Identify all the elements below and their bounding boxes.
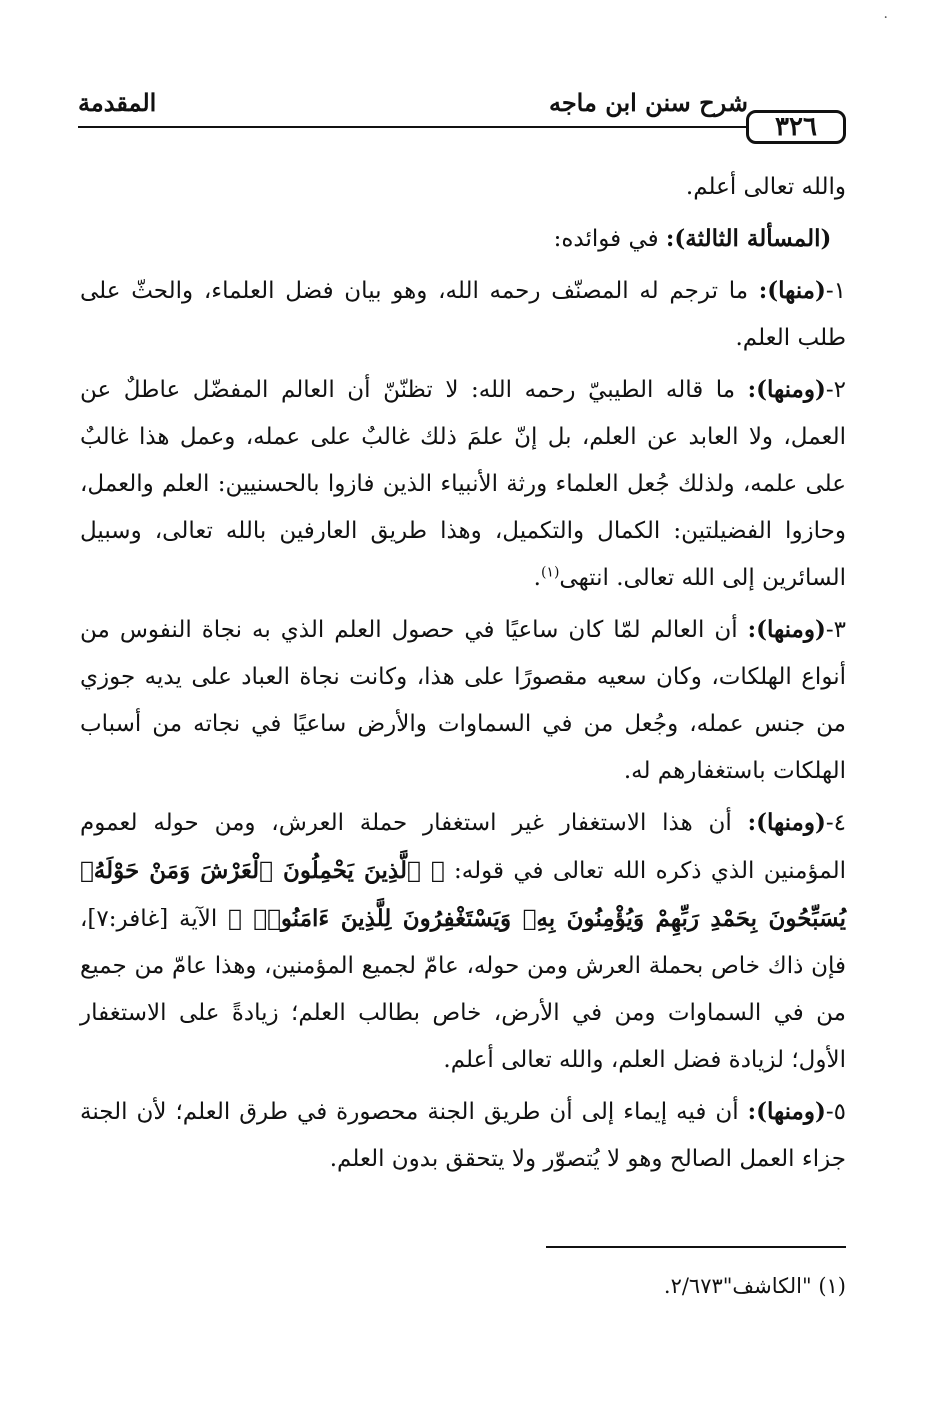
quran-verse: ﴿ ٱلَّذِينَ يَحْمِلُونَ ٱلْعَرْشَ وَمَنْ حَوْلَهُۥ يُسَبِّحُونَ بِحَمْدِ رَبِّهِمْ وَيُؤْمِنُونَ بِهِۦ وَيَسْتَغْفِرُونَ لِلَّذِينَ ءَامَنُوا۟ ﴾ bbox=[80, 857, 846, 932]
item-number: ١- bbox=[825, 278, 846, 304]
footnote-separator bbox=[546, 1246, 846, 1248]
issue-label: (المسألة الثالثة): bbox=[665, 225, 832, 252]
item-end: . bbox=[533, 565, 541, 591]
item-text: الآية [غافر:٧]، فإن ذاك خاص بحملة العرش ومن حوله، عامّ لجميع المؤمنين، وهذا عامّ من جميع من في السماوات ومن في الأرض، خاص بطالب العلم؛ زيادةً على الاستغفار الأول؛ لزيادة فضل العلم، والله تعالى أعلم. bbox=[80, 906, 846, 1073]
item-label: (ومنها): bbox=[747, 616, 826, 643]
item-label: (ومنها): bbox=[747, 1098, 826, 1125]
paragraph-7 bbox=[80, 1088, 846, 1183]
item-text: ما ترجم له المصنّف رحمه الله، وهو بيان فضل العلماء، والحثّ على طلب العلم. bbox=[80, 278, 846, 351]
paragraph-3 bbox=[80, 267, 846, 362]
book-title: شرح سنن ابن ماجه bbox=[548, 88, 748, 117]
footnote-reference[interactable]: (١) bbox=[540, 564, 560, 581]
corner-mark: · bbox=[883, 10, 888, 26]
item-label: (ومنها): bbox=[747, 376, 826, 403]
item-text: أن العالم لمّا كان ساعيًا في حصول العلم الذي به نجاة النفوس من أنواع الهلكات، وكان سعيه مقصورًا على هذا، وكانت نجاة العباد على يديه جوزي من جنس عمله، وجُعل من في السماوات والأرض ساعيًا في نجاته من أسباب الهلكات باستغفارهم له. bbox=[80, 617, 846, 784]
item-text: ما قاله الطيبيّ رحمه الله: لا تظنّنّ أن العالم المفضّل عاطلٌ عن العمل، ولا العابد عن العلم، بل إنّ علمَ ذلك غالبٌ على عمله، وعمل هذا غالبٌ على علمه، ولذلك جُعل العلماء ورثة الأنبياء الذين فازوا بالحسنيين: العلم والعمل، وحازوا الفضيلتين: الكمال والتكميل، وهذا طريق العارفين بالله تعالى، وسبيل السائرين إلى الله تعالى. انتهى bbox=[80, 377, 846, 591]
section-title: المقدمة bbox=[78, 88, 157, 117]
item-label: (منها): bbox=[758, 277, 826, 304]
paragraph-4 bbox=[80, 366, 846, 602]
footnote: (١) "الكاشف"٢/٦٧٣. bbox=[663, 1274, 846, 1298]
paragraph-2 bbox=[80, 215, 846, 263]
item-text: أن فيه إيماء إلى أن طريق الجنة محصورة في طرق العلم؛ لأن الجنة جزاء العمل الصالح وهو لا يُتصوّر ولا يتحقق بدون العلم. bbox=[80, 1099, 846, 1172]
paragraph-1: والله تعالى أعلم. bbox=[685, 174, 846, 200]
item-number: ٤- bbox=[825, 810, 846, 836]
issue-text: في فوائده: bbox=[553, 226, 666, 252]
header-rule bbox=[78, 126, 746, 128]
item-text: أن هذا الاستغفار غير استغفار حملة العرش، ومن حوله لعموم المؤمنين الذي ذكره الله تعالى في قوله: bbox=[80, 810, 846, 884]
paragraph-6 bbox=[80, 799, 846, 1084]
page-body bbox=[80, 164, 846, 1187]
paragraph-5 bbox=[80, 606, 846, 795]
item-number: ٥- bbox=[825, 1099, 846, 1125]
item-number: ٢- bbox=[825, 377, 846, 403]
item-number: ٣- bbox=[825, 617, 846, 643]
page-header bbox=[78, 88, 846, 148]
page-number: ٣٢٦ bbox=[746, 110, 846, 144]
item-label: (ومنها): bbox=[747, 809, 826, 836]
